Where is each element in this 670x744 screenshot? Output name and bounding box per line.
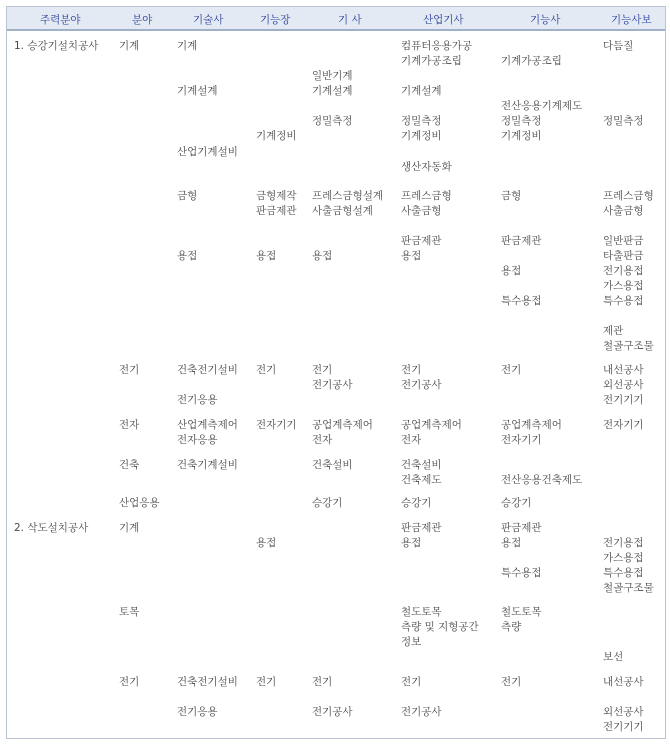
engineer-cell: 산업기계설비: [177, 146, 238, 158]
assistant-cell: 전자기기: [603, 419, 644, 431]
industrial-cell: 전기공사: [401, 706, 442, 718]
assistant-cell: 내선공사 외선공사 전기기기: [603, 364, 644, 406]
engineer-cell: 건축기계설비: [177, 459, 238, 471]
craftsman-cell: 금형: [501, 190, 522, 202]
header-master: 기능장: [260, 14, 291, 26]
craftsman-cell: 공업계측제어 전자기기: [501, 419, 562, 446]
main-field-elevator: 1. 승강기설치공사: [14, 40, 99, 52]
gisa-cell: 공업계측제어 전자: [312, 419, 373, 446]
gisa-cell: 전기 전기공사: [312, 364, 353, 391]
industrial-cell: 판금제관 용접: [401, 522, 442, 549]
craftsman-cell: 전기: [501, 676, 522, 688]
craftsman-cell: 특수용접: [501, 295, 542, 307]
main-field-ropeway: 2. 삭도설치공사: [14, 522, 89, 534]
engineer-cell: 기계: [177, 40, 198, 52]
industrial-cell: 판금제관 용접: [401, 235, 442, 262]
engineer-cell: 전기응용: [177, 706, 218, 718]
assistant-cell: 제관 철골구조물: [603, 325, 654, 352]
field-cell: 기계: [119, 40, 140, 52]
engineer-cell: 금형: [177, 190, 198, 202]
assistant-cell: 전기용접 가스용접 특수용접 철골구조물: [603, 537, 654, 594]
assistant-cell: 보선: [603, 651, 624, 663]
industrial-cell: 전기: [401, 676, 422, 688]
industrial-cell: 생산자동화: [401, 161, 452, 173]
assistant-cell: 다듬질: [603, 40, 634, 52]
industrial-cell: 철도토목 측량 및 지형공간 정보: [401, 606, 479, 648]
craftsman-cell: 판금제관: [501, 235, 542, 247]
gisa-cell: 일반기계 기계설계: [312, 70, 353, 97]
master-cell: 용접: [256, 537, 277, 549]
craftsman-cell: 전산응용기계제도 정밀측정 기계정비: [501, 100, 583, 142]
craftsman-cell: 판금제관 용접: [501, 522, 542, 549]
header-gisa: 기 사: [338, 14, 362, 26]
craftsman-cell: 전산응용건축제도: [501, 474, 583, 486]
table-header: [7, 7, 665, 31]
craftsman-cell: 기계가공조립: [501, 55, 562, 67]
assistant-cell: 일반판금 타출판금 전기용접 가스용접 특수용접: [603, 235, 644, 307]
industrial-cell: 공업계측제어 전자: [401, 419, 462, 446]
craftsman-cell: 용접: [501, 265, 522, 277]
assistant-cell: 프레스금형 사출금형: [603, 190, 654, 217]
field-cell: 기계: [119, 522, 140, 534]
assistant-cell: 외선공사 전기기기: [603, 706, 644, 733]
gisa-cell: 용접: [312, 250, 333, 262]
field-cell: 전기: [119, 676, 140, 688]
gisa-cell: 건축설비: [312, 459, 353, 471]
craftsman-cell: 특수용접: [501, 567, 542, 579]
gisa-cell: 프레스금형설계 사출금형설계: [312, 190, 384, 217]
industrial-cell: 정밀측정 기계정비: [401, 115, 442, 142]
master-cell: 금형제작 판금제관: [256, 190, 297, 217]
gisa-cell: 정밀측정: [312, 115, 353, 127]
engineer-cell: 기계설계: [177, 85, 218, 97]
craftsman-cell: 전기: [501, 364, 522, 376]
industrial-cell: 프레스금형 사출금형: [401, 190, 452, 217]
engineer-cell: 산업계측제어 전자응용: [177, 419, 238, 446]
engineer-cell: 용접: [177, 250, 198, 262]
header-craftsman: 기능사: [530, 14, 561, 26]
industrial-cell: 전기 전기공사: [401, 364, 442, 391]
field-cell: 전자: [119, 419, 140, 431]
industrial-cell: 기계설계: [401, 85, 442, 97]
master-cell: 기계정비: [256, 130, 297, 142]
engineer-cell: 전기응용: [177, 394, 218, 406]
header-assistant: 기능사보: [611, 14, 652, 26]
assistant-cell: 정밀측정: [603, 115, 644, 127]
master-cell: 용접: [256, 250, 277, 262]
header-industrial: 산업기사: [423, 14, 464, 26]
engineer-cell: 건축전기설비: [177, 676, 238, 688]
master-cell: 전기: [256, 364, 277, 376]
craftsman-cell: 철도토목 측량: [501, 606, 542, 633]
industrial-cell: 건축설비 건축제도: [401, 459, 442, 486]
master-cell: 전기: [256, 676, 277, 688]
assistant-cell: 내선공사: [603, 676, 644, 688]
engineer-cell: 건축전기설비: [177, 364, 238, 376]
field-cell: 건축: [119, 459, 140, 471]
gisa-cell: 전기공사: [312, 706, 353, 718]
master-cell: 전자기기: [256, 419, 297, 431]
industrial-cell: 승강기: [401, 497, 432, 509]
gisa-cell: 전기: [312, 676, 333, 688]
header-engineer: 기술사: [193, 14, 224, 26]
header-field: 분야: [132, 14, 153, 26]
field-cell: 토목: [119, 606, 140, 618]
field-cell: 전기: [119, 364, 140, 376]
gisa-cell: 승강기: [312, 497, 343, 509]
header-main-field: 주력분야: [40, 14, 81, 26]
field-cell: 산업응용: [119, 497, 160, 509]
craftsman-cell: 승강기: [501, 497, 532, 509]
industrial-cell: 컴퓨터응용가공 기계가공조립: [401, 40, 473, 67]
